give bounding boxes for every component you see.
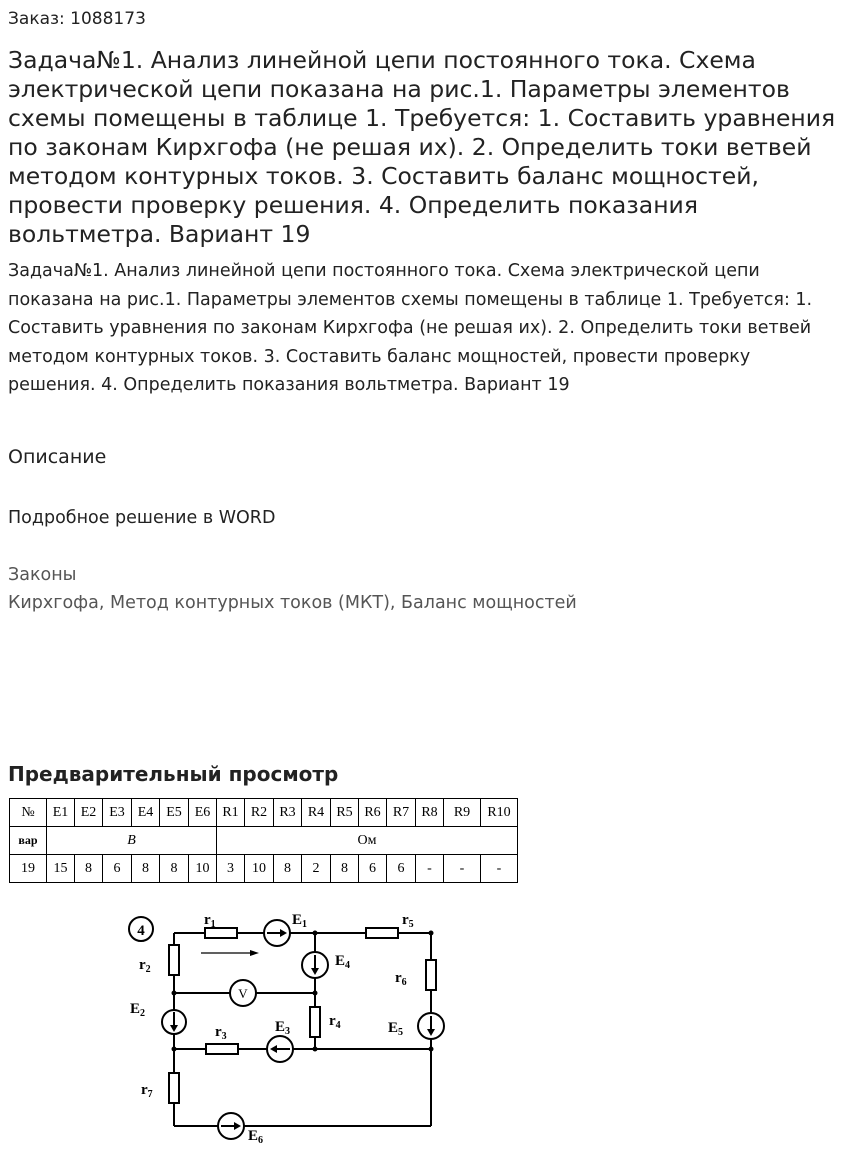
- table-header-cell: R10: [481, 799, 518, 827]
- table-value-cell: -: [444, 855, 481, 883]
- label-r1: $r_1$: [204, 912, 216, 930]
- table-value-cell: -: [481, 855, 518, 883]
- table-header-cell: R1: [217, 799, 245, 827]
- table-value-cell: 6: [387, 855, 416, 883]
- description-text: Подробное решение в WORD: [8, 508, 276, 528]
- table-value-cell: 10: [189, 855, 217, 883]
- table-header-cell: E5: [160, 799, 189, 827]
- label-r2: $r_2$: [139, 957, 151, 975]
- circuit-diagram: [115, 900, 455, 1150]
- label-e5: $E_5$: [388, 1020, 404, 1038]
- table-value-cell: 8: [160, 855, 189, 883]
- table-header-cell: R6: [359, 799, 387, 827]
- table-value-cell: 6: [103, 855, 132, 883]
- table-header-cell: E6: [189, 799, 217, 827]
- label-r7: $r_7$: [141, 1082, 153, 1100]
- label-e2: $E_2$: [130, 1001, 146, 1019]
- node: [172, 1047, 177, 1052]
- law-link-power-balance[interactable]: Баланс мощностей: [401, 593, 577, 613]
- laws-heading: Законы: [8, 565, 77, 585]
- table-header-row: [10, 799, 518, 827]
- resistor-r2: [169, 945, 179, 975]
- label-e4: $E_4$: [335, 953, 351, 971]
- label-e1: $E_1$: [292, 912, 308, 930]
- order-number: Заказ: 1088173: [8, 9, 146, 29]
- table-header-cell: R3: [274, 799, 302, 827]
- table-value-cell: 8: [331, 855, 359, 883]
- table-header-cell: E3: [103, 799, 132, 827]
- node: [172, 991, 177, 996]
- node: [313, 1047, 318, 1052]
- table-header-cell: E1: [47, 799, 75, 827]
- label-e6: $E_6$: [248, 1128, 264, 1146]
- parameters-table: [9, 798, 518, 883]
- table-value-cell: 15: [47, 855, 75, 883]
- table-header-cell: E2: [75, 799, 103, 827]
- label-r4: $r_4$: [329, 1013, 341, 1031]
- resistor-r7: [169, 1073, 179, 1103]
- resistor-r3: [206, 1044, 238, 1054]
- table-header-cell: R8: [416, 799, 444, 827]
- table-value-cell: 2: [302, 855, 331, 883]
- table-value-cell: 10: [245, 855, 274, 883]
- table-header-cell: R9: [444, 799, 481, 827]
- resistor-r6: [426, 960, 436, 990]
- table-value-cell: -: [416, 855, 444, 883]
- description-heading: Описание: [8, 446, 107, 468]
- circuit-resistors: [169, 928, 436, 1103]
- resistor-r4: [310, 1007, 320, 1037]
- table-header-cell: №: [10, 799, 47, 827]
- node: [313, 931, 318, 936]
- table-header-cell: E4: [132, 799, 160, 827]
- table-value-cell: 19: [10, 855, 47, 883]
- table-units-row: [10, 827, 518, 855]
- table-value-cell: 8: [132, 855, 160, 883]
- table-value-cell: 8: [75, 855, 103, 883]
- table-value-cell: 8: [274, 855, 302, 883]
- law-link-kirchhoff[interactable]: Кирхгофа: [8, 593, 99, 613]
- laws-separator: ,: [389, 593, 402, 613]
- node: [429, 1047, 434, 1052]
- law-link-mesh-current[interactable]: Метод контурных токов (МКТ): [110, 593, 390, 613]
- task-description: Задача№1. Анализ линейной цепи постоянного тока. Схема электрической цепи показана на рис.1. Параметры элементов схемы помещены в таблице 1. Требуется: 1. Составить уравнения по законам Кирхгофа (не решая их). 2. Определить токи ветвей методом контурных токов. 3. Составить баланс мощностей, провести проверку решения. 4. Определить показания вольтметра. Вариант 19: [8, 261, 813, 396]
- table-unit-cell-variant: вар: [10, 827, 47, 855]
- preview-heading: Предварительный просмотр: [8, 762, 339, 786]
- table-header-cell: R5: [331, 799, 359, 827]
- resistor-r5: [366, 928, 398, 938]
- table-header-cell: R7: [387, 799, 416, 827]
- node: [313, 991, 318, 996]
- label-e3: $E_3$: [275, 1019, 291, 1037]
- table-header-cell: R2: [245, 799, 274, 827]
- laws-separator: ,: [98, 593, 110, 613]
- figure-number: 4: [137, 923, 145, 939]
- table-value-cell: 3: [217, 855, 245, 883]
- table-values-row: [10, 855, 518, 883]
- voltmeter-label: V: [238, 986, 248, 1001]
- table-header-cell: R4: [302, 799, 331, 827]
- table-unit-cell-ohms: Ом: [217, 827, 518, 855]
- label-r5: $r_5$: [402, 912, 414, 930]
- label-r3: $r_3$: [215, 1024, 227, 1042]
- table-unit-cell-volts: В: [47, 827, 217, 855]
- task-title: Задача№1. Анализ линейной цепи постоянного тока. Схема электрической цепи показана на рис.1. Параметры элементов схемы помещены в таблице 1. Требуется: 1. Составить уравнения по законам Кирхгофа (не решая их). 2. Определить токи ветвей методом контурных токов. 3. Составить баланс мощностей, провести проверку решения. 4. Определить показания вольтметра. Вариант 19: [8, 46, 836, 248]
- table-value-cell: 6: [359, 855, 387, 883]
- label-r6: $r_6$: [395, 970, 407, 988]
- laws-list: [8, 593, 577, 613]
- node: [429, 931, 434, 936]
